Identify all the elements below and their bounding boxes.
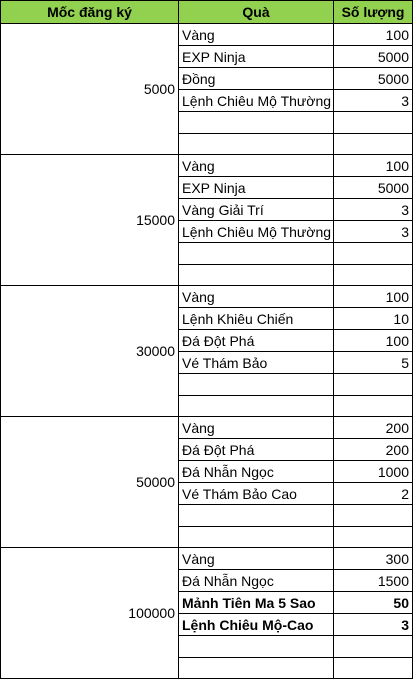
gift-quantity-cell: 10	[334, 308, 413, 330]
gap-cell	[334, 134, 413, 155]
gap-cell	[334, 265, 413, 286]
empty-cell	[334, 374, 413, 396]
header-quantity: Số lượng	[334, 1, 413, 24]
gift-name-cell: Vàng	[179, 24, 334, 46]
empty-cell	[334, 636, 413, 658]
gift-quantity-cell: 100	[334, 286, 413, 308]
gift-name-cell: Lệnh Chiêu Mộ Thường	[179, 221, 334, 243]
gift-name-cell: Đá Đột Phá	[179, 330, 334, 352]
gift-name-cell: Đá Đột Phá	[179, 439, 334, 461]
gift-quantity-cell: 3	[334, 614, 413, 636]
gift-quantity-cell: 100	[334, 155, 413, 177]
gift-quantity-cell: 5000	[334, 46, 413, 68]
gift-quantity-cell: 100	[334, 24, 413, 46]
milestone-cell: 100000	[1, 548, 179, 679]
gift-quantity-cell: 100	[334, 330, 413, 352]
gap-cell	[334, 658, 413, 679]
gift-quantity-cell: 3	[334, 221, 413, 243]
gift-name-cell: Vàng	[179, 548, 334, 570]
gift-name-cell: Lệnh Khiêu Chiến	[179, 308, 334, 330]
gift-quantity-cell: 2	[334, 483, 413, 505]
gift-quantity-cell: 1500	[334, 570, 413, 592]
gift-quantity-cell: 3	[334, 90, 413, 112]
gift-name-cell: Vàng Giải Trí	[179, 199, 334, 221]
empty-cell	[334, 505, 413, 527]
gift-name-cell: Lệnh Chiêu Mộ-Cao	[179, 614, 334, 636]
gap-cell	[179, 658, 334, 679]
gift-quantity-cell: 5000	[334, 177, 413, 199]
empty-cell	[179, 112, 334, 134]
gift-quantity-cell: 50	[334, 592, 413, 614]
gift-name-cell: EXP Ninja	[179, 177, 334, 199]
reward-table-body	[1, 24, 413, 679]
gift-quantity-cell: 200	[334, 439, 413, 461]
gap-cell	[334, 396, 413, 417]
table-row	[1, 155, 413, 177]
milestone-cell: 30000	[1, 286, 179, 417]
gift-name-cell: EXP Ninja	[179, 46, 334, 68]
gift-name-cell: Vàng	[179, 286, 334, 308]
gap-cell	[179, 265, 334, 286]
gift-name-cell: Vé Thám Bảo	[179, 352, 334, 374]
gap-cell	[179, 527, 334, 548]
table-row	[1, 417, 413, 439]
empty-cell	[334, 112, 413, 134]
gift-name-cell: Mảnh Tiên Ma 5 Sao	[179, 592, 334, 614]
table-row	[1, 286, 413, 308]
empty-cell	[334, 243, 413, 265]
gift-quantity-cell: 1000	[334, 461, 413, 483]
gift-name-cell: Vàng	[179, 155, 334, 177]
gift-name-cell: Đá Nhẫn Ngọc	[179, 570, 334, 592]
gift-name-cell: Đồng	[179, 68, 334, 90]
gift-name-cell: Đá Nhẫn Ngọc	[179, 461, 334, 483]
table-row	[1, 548, 413, 570]
gap-cell	[179, 134, 334, 155]
gift-quantity-cell: 200	[334, 417, 413, 439]
gap-cell	[334, 527, 413, 548]
header-milestone: Mốc đăng ký	[1, 1, 179, 24]
gift-name-cell: Vàng	[179, 417, 334, 439]
empty-cell	[179, 243, 334, 265]
gift-quantity-cell: 5000	[334, 68, 413, 90]
milestone-cell: 50000	[1, 417, 179, 548]
gift-quantity-cell: 3	[334, 199, 413, 221]
milestone-cell: 5000	[1, 24, 179, 155]
empty-cell	[179, 636, 334, 658]
empty-cell	[179, 374, 334, 396]
gift-name-cell: Vé Thám Bảo Cao	[179, 483, 334, 505]
header-row	[1, 1, 413, 24]
gift-quantity-cell: 300	[334, 548, 413, 570]
empty-cell	[179, 505, 334, 527]
table-row	[1, 24, 413, 46]
gift-quantity-cell: 5	[334, 352, 413, 374]
header-gift: Quà	[179, 1, 334, 24]
milestone-cell: 15000	[1, 155, 179, 286]
gap-cell	[179, 396, 334, 417]
gift-name-cell: Lệnh Chiêu Mộ Thường	[179, 90, 334, 112]
